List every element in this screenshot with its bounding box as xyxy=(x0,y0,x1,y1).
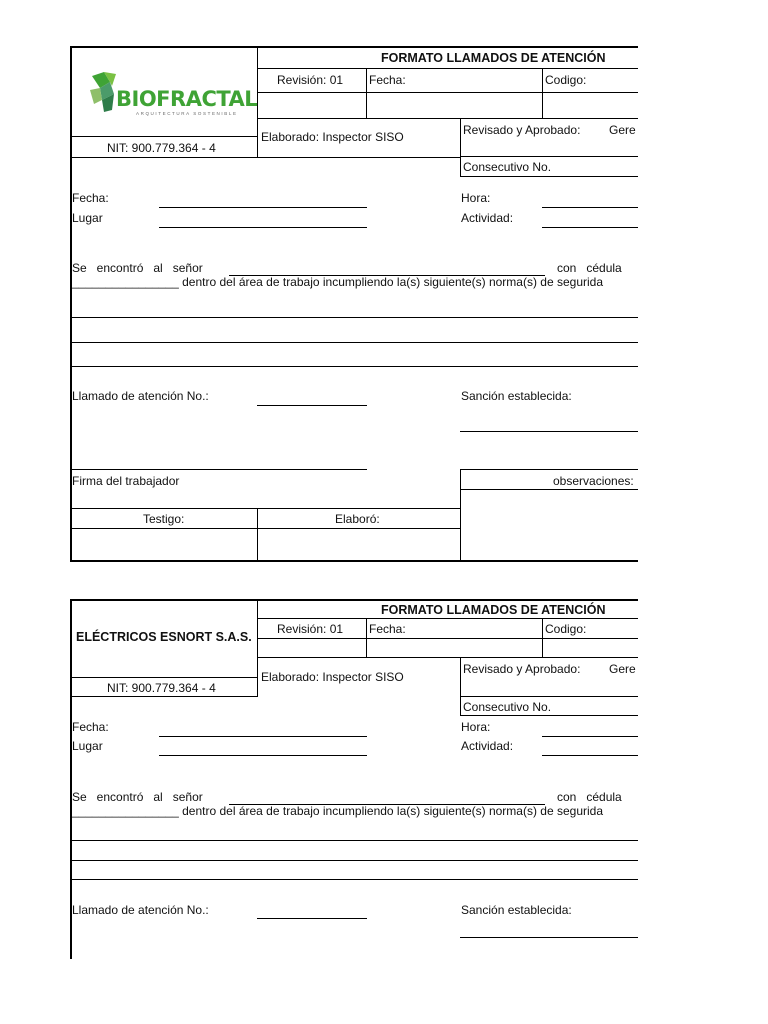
form1-col-codigo xyxy=(542,68,543,118)
form2-dentro: ________________ dentro del área de trabajo incumpliendo la(s) siguiente(s) norma(s) de segurida xyxy=(72,804,604,818)
form1-revision: Revisión: 01 xyxy=(277,73,344,87)
form2-norma-line-2[interactable] xyxy=(70,860,638,861)
form1-sancion-label: Sanción establecida: xyxy=(461,389,572,403)
form1-rev-underline xyxy=(257,92,638,93)
form2-top-border xyxy=(70,599,638,601)
form1-title: FORMATO LLAMADOS DE ATENCIÓN xyxy=(381,51,606,65)
form1-consec-bottom xyxy=(460,176,638,177)
form2-llamado-field[interactable] xyxy=(257,918,367,919)
form2-elaborado: Elaborado: Inspector SISO xyxy=(261,670,404,684)
form1-llamado-field[interactable] xyxy=(257,405,367,406)
form2-header-bottom xyxy=(70,696,258,697)
form1-elaborado: Elaborado: Inspector SISO xyxy=(261,130,404,144)
form1-dentro: ________________ dentro del área de trabajo incumpliendo la(s) siguiente(s) norma(s) de segurida xyxy=(72,275,604,289)
form2-col-revisado xyxy=(460,657,461,716)
form2-se-encontro: Se encontró al señor xyxy=(72,790,203,804)
form1-revisado: Revisado y Aprobado: xyxy=(463,123,581,137)
form1-nit-top xyxy=(70,136,258,137)
form1-nit: NIT: 900.779.364 - 4 xyxy=(107,141,216,155)
form1-hora-label: Hora: xyxy=(461,191,491,205)
form2-sancion-label: Sanción establecida: xyxy=(461,903,572,917)
form1-fecha-header: Fecha: xyxy=(369,73,406,87)
form2-norma-line-3[interactable] xyxy=(70,879,638,880)
form2-con-cedula: con cédula xyxy=(557,790,622,804)
form2-norma-line-1[interactable] xyxy=(70,840,638,841)
form2-fecha-field[interactable] xyxy=(159,736,367,737)
form1-testigo-label-bottom xyxy=(70,528,461,529)
form1-dentro-clip xyxy=(72,275,638,291)
form1-norma-line-3[interactable] xyxy=(70,366,638,367)
form2-lugar-field[interactable] xyxy=(159,755,367,756)
form1-top-border xyxy=(70,46,638,48)
form1-llamado-label: Llamado de atención No.: xyxy=(72,389,209,403)
form2-nit-top xyxy=(70,677,258,678)
biofractal-logo xyxy=(88,70,258,120)
form1-testigo-divider xyxy=(257,508,258,561)
logo-tagline: ARQUITECTURA SOSTENIBLE xyxy=(136,111,238,116)
form1-testigo-label: Testigo: xyxy=(143,512,185,526)
form2-hora-field[interactable] xyxy=(542,736,638,737)
form2-codigo: Codigo: xyxy=(545,622,587,636)
form1-rev-bottom xyxy=(460,156,638,157)
form2-sancion-field[interactable] xyxy=(460,937,638,938)
form1-consecutivo: Consecutivo No. xyxy=(463,160,552,174)
form1-codigo: Codigo: xyxy=(545,73,587,87)
form2-revision: Revisión: 01 xyxy=(277,622,344,636)
form2-llamado-label: Llamado de atención No.: xyxy=(72,903,209,917)
form2-lugar-label: Lugar xyxy=(72,739,103,753)
form2-revisado: Revisado y Aprobado: xyxy=(463,662,581,676)
form1-observaciones-label: observaciones: xyxy=(553,474,634,488)
form2-col-codigo xyxy=(542,618,543,657)
form1-col-fecha xyxy=(366,68,367,118)
form1-bottom-border xyxy=(70,560,638,562)
form1-lugar-field[interactable] xyxy=(159,227,367,228)
form1-obs-label-bottom xyxy=(460,489,638,490)
form2-company-name: ELÉCTRICOS ESNORT S.A.S. xyxy=(76,630,252,644)
form2-title: FORMATO LLAMADOS DE ATENCIÓN xyxy=(381,603,606,617)
form1-fecha-label: Fecha: xyxy=(72,191,109,205)
form1-row2-underline xyxy=(257,118,638,119)
form1-header-bottom xyxy=(70,157,461,158)
form1-gerente: Gere xyxy=(609,123,636,137)
form1-title-underline xyxy=(257,68,638,69)
form1-testigo-top xyxy=(70,508,461,509)
form1-col-revisado xyxy=(460,118,461,176)
form2-actividad-field[interactable] xyxy=(542,755,638,756)
form2-row2-underline xyxy=(257,657,638,658)
form1-norma-line-2[interactable] xyxy=(70,342,638,343)
form2-gerente: Gere xyxy=(609,662,636,676)
form1-sancion-field[interactable] xyxy=(460,431,638,432)
form2-title-underline xyxy=(257,618,638,619)
form2-rev-underline xyxy=(257,638,638,639)
form1-norma-line-1[interactable] xyxy=(70,317,638,318)
form2-actividad-label: Actividad: xyxy=(461,739,514,753)
form1-se-encontro: Se encontró al señor xyxy=(72,261,203,275)
form2-hora-label: Hora: xyxy=(461,720,491,734)
form1-hora-field[interactable] xyxy=(542,207,638,208)
form1-con-cedula: con cédula xyxy=(557,261,622,275)
form1-actividad-label: Actividad: xyxy=(461,211,514,225)
form1-obs-top xyxy=(460,469,638,470)
form2-rev-bottom xyxy=(460,696,638,697)
form2-logo-divider xyxy=(257,599,258,697)
form2-fecha-header: Fecha: xyxy=(369,622,406,636)
form2-fecha-label: Fecha: xyxy=(72,720,109,734)
form2-dentro-clip xyxy=(72,804,638,820)
form1-actividad-field[interactable] xyxy=(542,227,638,228)
form1-obs-left xyxy=(460,469,461,561)
form1-firma-label: Firma del trabajador xyxy=(72,474,180,488)
form2-nit: NIT: 900.779.364 - 4 xyxy=(107,681,216,695)
form1-firma-line[interactable] xyxy=(70,469,367,470)
form2-col-fecha xyxy=(366,618,367,657)
form2-consec-bottom xyxy=(460,715,638,716)
form1-elaboro-label: Elaboró: xyxy=(335,512,380,526)
logo-wordmark: BIOFRACTAL xyxy=(116,87,258,111)
form1-fecha-field[interactable] xyxy=(159,207,367,208)
form1-lugar-label: Lugar xyxy=(72,211,103,225)
form2-consecutivo: Consecutivo No. xyxy=(463,700,552,714)
